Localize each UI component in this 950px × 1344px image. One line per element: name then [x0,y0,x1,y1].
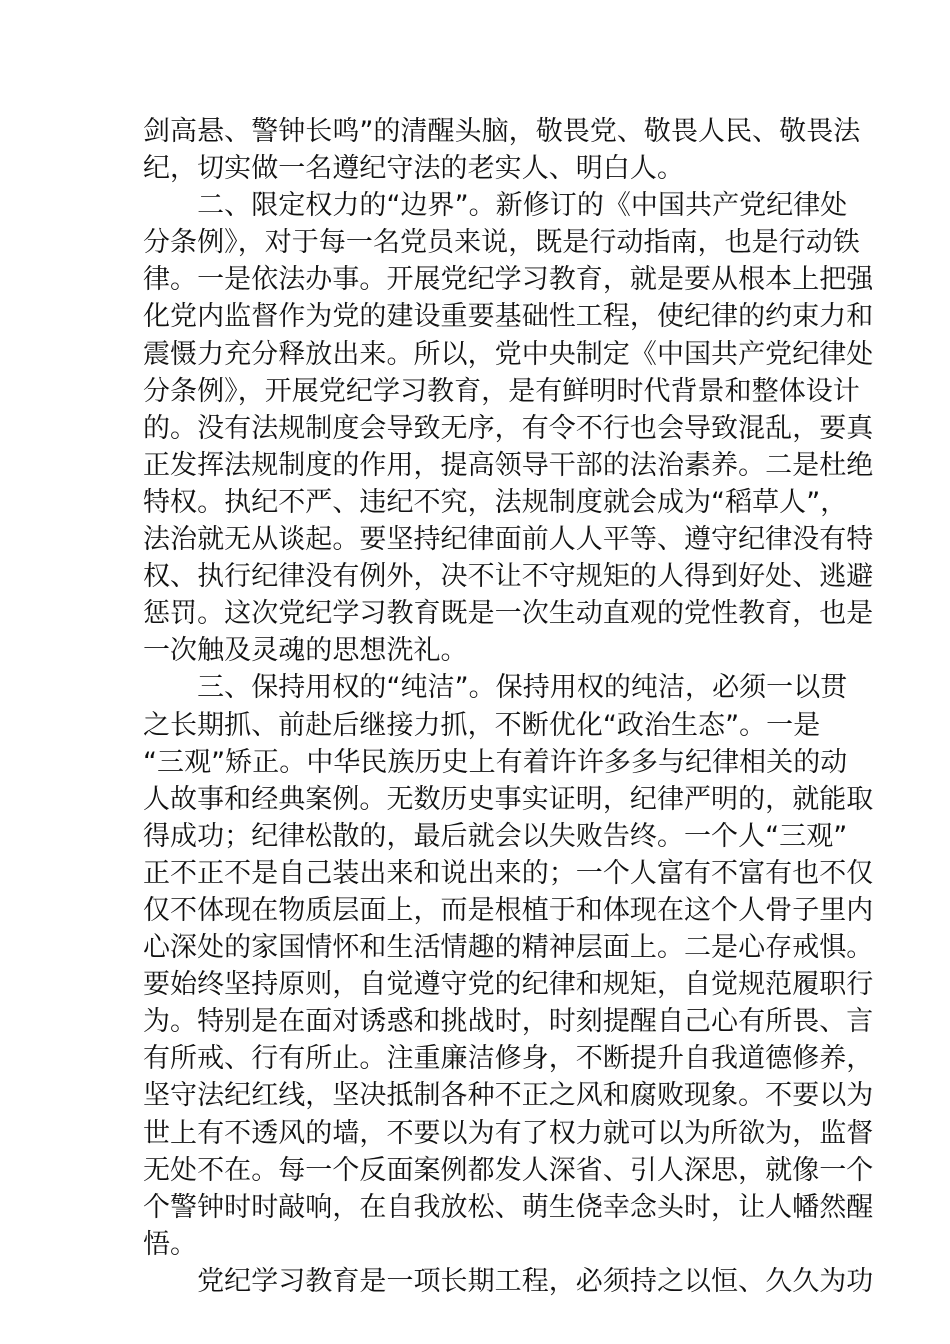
text-line: “三观”矫正。中华民族历史上有着许许多多与纪律相关的动 [143,746,848,778]
text-line: 化党内监督作为党的建设重要基础性工程，使纪律的约束力和 [143,301,874,333]
text-line: 剑高悬、警钟长鸣”的清醒头脑，敬畏党、敬畏人民、敬畏法 [143,116,861,147]
text-line: 特权。执纪不严、违纪不究，法规制度就会成为“稻草人”， [143,486,848,518]
document-body-text [143,113,874,1300]
text-line: 人故事和经典案例。无数历史事实证明，纪律严明的，就能取 [143,783,874,815]
text-line: 正不正不是自己装出来和说出来的；一个人富有不富有也不仅 [143,857,874,889]
text-line: 分条例》，对于每一名党员来说，既是行动指南，也是行动铁 [143,227,860,259]
text-line: 坚守法纪红线，坚决抵制各种不正之风和腐败现象。不要以为 [143,1080,874,1112]
text-line: 世上有不透风的墙，不要以为有了权力就可以为所欲为，监督 [143,1117,874,1149]
text-line: 一次触及灵魂的思想洗礼。 [143,635,468,667]
text-line: 有所戒、行有所止。注重廉洁修身，不断提升自我道德修养， [143,1043,874,1075]
text-line: 个警钟时时敲响，在自我放松、萌生侥幸念头时，让人幡然醒 [143,1191,874,1223]
text-line: 法治就无从谈起。要坚持纪律面前人人平等、遵守纪律没有特 [143,524,874,556]
text-line: 权、执行纪律没有例外，决不让不守规矩的人得到好处、逃避 [143,561,874,593]
text-line: 分条例》，开展党纪学习教育，是有鲜明时代背景和整体设计 [143,375,860,407]
text-line: 党纪学习教育是一项长期工程，必须持之以恒、久久为功 [143,1265,874,1297]
text-line: 二、限定权力的“边界”。新修订的《中国共产党纪律处 [143,190,848,222]
text-line: 为。特别是在面对诱惑和挑战时，时刻提醒自己心有所畏、言 [143,1006,874,1038]
text-line: 得成功；纪律松散的，最后就会以失败告终。一个人“三观” [143,820,848,852]
text-line: 心深处的家国情怀和生活情趣的精神层面上。二是心存戒惧。 [143,932,874,964]
text-line: 正发挥法规制度的作用，提高领导干部的法治素养。二是杜绝 [143,449,874,481]
text-line: 的。没有法规制度会导致无序，有令不行也会导致混乱，要真 [143,412,874,444]
text-line: 律。一是依法办事。开展党纪学习教育，就是要从根本上把强 [143,264,874,296]
text-line: 惩罚。这次党纪学习教育既是一次生动直观的党性教育，也是 [143,598,874,630]
text-line: 之长期抓、前赴后继接力抓，不断优化“政治生态”。一是 [143,709,821,741]
text-line: 无处不在。每一个反面案例都发人深省、引人深思，就像一个 [143,1154,874,1186]
text-line: 震慑力充分释放出来。所以，党中央制定《中国共产党纪律处 [143,338,874,370]
text-line: 悟。 [143,1228,198,1260]
text-line: 仅不体现在物质层面上，而是根植于和体现在这个人骨子里内 [143,894,874,926]
text-line: 要始终坚持原则，自觉遵守党的纪律和规矩，自觉规范履职行 [143,969,874,1001]
text-line: 纪，切实做一名遵纪守法的老实人、明白人。 [143,153,684,185]
text-line: 三、保持用权的“纯洁”。保持用权的纯洁，必须一以贯 [143,672,848,704]
